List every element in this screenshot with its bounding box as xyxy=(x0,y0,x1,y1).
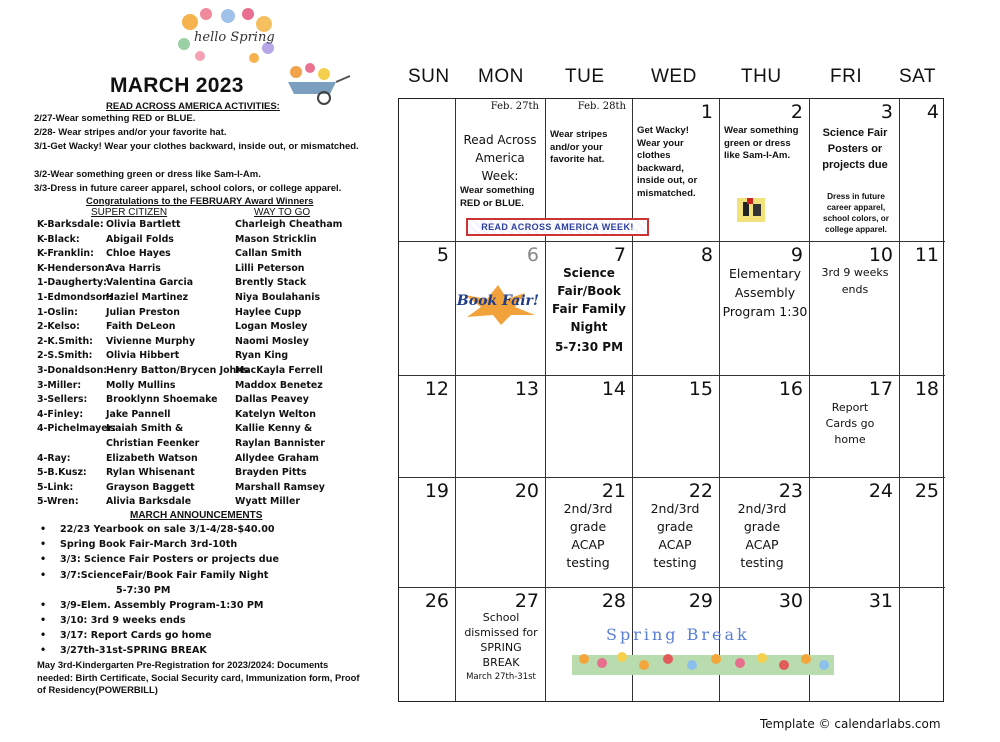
day-number: Feb. 27th xyxy=(490,101,539,112)
class-name: 3-Miller: xyxy=(37,379,82,391)
calendar-cell xyxy=(900,99,945,242)
way-to-go-name: Callan Smith xyxy=(235,248,302,260)
event-text: Report Cards go home xyxy=(825,401,875,446)
way-to-go-name: MacKayla Ferrell xyxy=(235,365,323,376)
activity-item: 2/27-Wear something RED or BLUE. xyxy=(34,113,196,124)
announcements-panel xyxy=(0,0,395,742)
class-name: 4-Finley: xyxy=(37,408,84,420)
award-row xyxy=(37,277,337,292)
award-row xyxy=(37,423,337,438)
announcement-item: 5-7:30 PM xyxy=(116,585,171,596)
day-number: 10 xyxy=(868,244,893,266)
calendar-cell xyxy=(399,99,456,242)
book-fair-clipart xyxy=(455,285,541,325)
way-to-go-name: Lilli Peterson xyxy=(235,262,305,274)
award-row xyxy=(37,248,337,263)
announcement-item: • 3/10: 3rd 9 weeks ends xyxy=(60,615,186,626)
day-number: 19 xyxy=(424,480,449,502)
way-to-go-name: Maddox Benetez xyxy=(235,379,323,391)
day-number: 16 xyxy=(778,378,803,400)
read-across-america-banner: READ ACROSS AMERICA WEEK! xyxy=(466,218,649,236)
super-citizen-name: Isaiah Smith & xyxy=(106,423,184,435)
super-citizen-name: Christian Feenker xyxy=(106,438,200,449)
way-to-go-name: Dallas Peavey xyxy=(235,394,309,406)
award-row xyxy=(37,482,337,497)
calendar-cell xyxy=(399,242,456,376)
event-text: Wear something green or dress like Sam-I-Am. xyxy=(724,125,799,161)
award-row xyxy=(37,234,337,249)
event-text: Get Wacky! Wear your clothes backward, inside out, or mismatched. xyxy=(637,125,698,199)
class-name: 2-K.Smith: xyxy=(37,335,93,347)
activity-item: 3/3-Dress in future career apparel, school colors, or college apparel. xyxy=(34,183,342,194)
pre-registration-note: May 3rd-Kindergarten Pre-Registration for 2023/2024: Documents needed: Birth Certificate, Social Security card, Immunization form, Proof of Residency(POWERBILL) xyxy=(37,659,360,695)
super-citizen-name: Vivienne Murphy xyxy=(106,335,196,347)
super-citizen-name: Julian Preston xyxy=(106,306,180,318)
calendar-cell xyxy=(399,478,456,588)
day-header-fri: FRI xyxy=(830,66,863,87)
event-text: 2nd/3rd grade ACAP testing xyxy=(737,501,787,570)
day-number: 23 xyxy=(778,480,803,502)
announcement-item: • 3/17: Report Cards go home xyxy=(60,630,212,641)
way-to-go-name: Brayden Pitts xyxy=(235,467,307,479)
super-citizen-name: Elizabeth Watson xyxy=(106,452,198,464)
way-to-go-header: WAY TO GO xyxy=(254,207,311,218)
award-row xyxy=(37,350,337,365)
super-citizen-header: SUPER CITIZEN xyxy=(91,207,168,218)
event-text: 2nd/3rd grade ACAP testing xyxy=(650,501,700,570)
super-citizen-name: Chloe Hayes xyxy=(106,248,171,260)
day-header-mon: MON xyxy=(478,66,524,87)
super-citizen-name: Henry Batton/Brycen Johns xyxy=(106,365,249,376)
event-text: Wear something RED or BLUE. xyxy=(460,185,535,209)
super-citizen-name: Abigail Folds xyxy=(106,233,174,245)
hello-spring-logo xyxy=(176,6,276,66)
event-text: Wear stripes and/or your favorite hat. xyxy=(550,129,608,165)
event-text: 5-7:30 PM xyxy=(554,340,624,354)
class-name: 4-Ray: xyxy=(37,452,71,464)
super-citizen-name: Haziel Martinez xyxy=(106,292,189,303)
class-name: 2-Kelso: xyxy=(37,321,80,333)
calendar-cell xyxy=(720,242,810,376)
class-name: 5-Wren: xyxy=(37,496,79,508)
calendar-cell xyxy=(456,376,546,478)
super-citizen-name: Olivia Bartlett xyxy=(106,219,181,230)
calendar-cell xyxy=(900,242,945,376)
spring-break-text: Spring Break xyxy=(606,625,750,644)
way-to-go-name: Kallie Kenny & xyxy=(235,423,313,435)
day-number: 21 xyxy=(601,480,626,502)
announcements-title: MARCH ANNOUNCEMENTS xyxy=(130,510,263,521)
calendar-cell xyxy=(810,242,900,376)
award-row xyxy=(37,409,337,424)
calendar-cell xyxy=(546,376,633,478)
super-citizen-name: Faith DeLeon xyxy=(106,321,176,333)
way-to-go-name: Naomi Mosley xyxy=(235,335,309,347)
calendar-cell xyxy=(810,99,900,242)
super-citizen-name: Brooklynn Shoemake xyxy=(106,394,218,406)
event-text: Science Fair Posters or projects due xyxy=(822,127,888,171)
calendar-cell xyxy=(720,376,810,478)
award-row xyxy=(37,321,337,336)
day-header-thu: THU xyxy=(741,66,782,87)
award-row xyxy=(37,394,337,409)
award-row xyxy=(37,438,337,453)
day-number: 28 xyxy=(601,590,626,612)
class-name: K-Black: xyxy=(37,233,80,245)
announcement-item: • Spring Book Fair-March 3rd-10th xyxy=(60,539,237,550)
day-number: 6 xyxy=(526,244,539,266)
day-number: 2 xyxy=(790,101,803,123)
logo-text: hello Spring xyxy=(194,30,275,45)
way-to-go-name: Allydee Graham xyxy=(235,452,319,464)
day-number: 17 xyxy=(868,378,893,400)
class-name: 5-B.Kusz: xyxy=(37,467,87,479)
day-header-sat: SAT xyxy=(899,66,937,87)
spring-break-banner xyxy=(572,625,834,681)
way-to-go-name: Wyatt Miller xyxy=(235,496,300,508)
cat-in-hat-clipart xyxy=(735,194,767,226)
way-to-go-name: Marshall Ramsey xyxy=(235,481,325,493)
day-number: 15 xyxy=(688,378,713,400)
way-to-go-name: Katelyn Welton xyxy=(235,408,316,420)
way-to-go-name: Mason Stricklin xyxy=(235,233,317,245)
day-number: 9 xyxy=(790,244,803,266)
announcement-item: • 3/27th-31st-SPRING BREAK xyxy=(60,645,207,656)
day-number: 13 xyxy=(514,378,539,400)
calendar-cell xyxy=(399,376,456,478)
activity-item: 3/1-Get Wacky! Wear your clothes backward, inside out, or mismatched. xyxy=(34,141,359,152)
class-name: 5-Link: xyxy=(37,481,74,493)
announcement-item: • 3/9-Elem. Assembly Program-1:30 PM xyxy=(60,600,263,611)
calendar-grid xyxy=(398,98,944,702)
calendar-cell xyxy=(900,478,945,588)
day-number: 29 xyxy=(688,590,713,612)
day-number: 4 xyxy=(926,101,939,123)
award-row xyxy=(37,336,337,351)
calendar-cell xyxy=(633,478,720,588)
class-name: 1-Edmondson: xyxy=(37,292,113,303)
award-row xyxy=(37,263,337,278)
class-name: K-Franklin: xyxy=(37,248,94,260)
event-text: March 27th-31st xyxy=(466,672,536,682)
activity-item: 2/28- Wear stripes and/or your favorite hat. xyxy=(34,127,227,138)
calendar-cell xyxy=(633,376,720,478)
calendar-cell xyxy=(900,376,945,478)
day-number: 30 xyxy=(778,590,803,612)
award-row xyxy=(37,467,337,482)
day-header-sun: SUN xyxy=(408,66,450,87)
day-number: 1 xyxy=(700,101,713,123)
calendar-cell xyxy=(810,478,900,588)
way-to-go-name: Logan Mosley xyxy=(235,321,308,333)
class-name: K-Henderson: xyxy=(37,262,109,274)
class-name: K-Barksdale: xyxy=(37,219,104,230)
day-number: 22 xyxy=(688,480,713,502)
award-row xyxy=(37,380,337,395)
class-name: 4-Pichelmayer: xyxy=(37,423,116,435)
announcement-item: • 22/23 Yearbook on sale 3/1-4/28-$40.00 xyxy=(60,524,275,535)
event-text: Science Fair/Book Fair Family Night xyxy=(552,266,626,334)
day-number: 14 xyxy=(601,378,626,400)
way-to-go-name: Ryan King xyxy=(235,350,289,362)
super-citizen-name: Valentina Garcia xyxy=(106,277,194,289)
day-number: 20 xyxy=(514,480,539,502)
award-row xyxy=(37,307,337,322)
day-number: Feb. 28th xyxy=(577,101,626,112)
day-number: 3 xyxy=(880,101,893,123)
event-text: School dismissed for SPRING BREAK xyxy=(464,611,538,669)
super-citizen-name: Rylan Whisenant xyxy=(106,467,195,479)
announcement-item: • 3/7:ScienceFair/Book Fair Family Night xyxy=(60,570,268,581)
super-citizen-name: Ava Harris xyxy=(106,262,161,274)
book-fair-text: Book Fair! xyxy=(456,293,540,309)
event-text: Dress in future career apparel, school colors, or college apparel. xyxy=(823,192,889,234)
day-number: 18 xyxy=(914,378,939,400)
class-name: 3-Sellers: xyxy=(37,394,88,406)
calendar-cell xyxy=(720,478,810,588)
calendar-cell xyxy=(546,478,633,588)
class-name: 1-Daugherty: xyxy=(37,277,107,289)
day-number: 25 xyxy=(914,480,939,502)
day-number: 31 xyxy=(868,590,893,612)
template-credit: Template © calendarlabs.com xyxy=(760,717,941,731)
calendar-cell xyxy=(456,588,546,701)
way-to-go-name: Niya Boulahanis xyxy=(235,292,321,303)
class-name: 3-Donaldson: xyxy=(37,365,108,376)
calendar-cell xyxy=(456,478,546,588)
awards-title: Congratulations to the FEBRUARY Award Winners xyxy=(86,196,314,207)
super-citizen-name: Grayson Baggett xyxy=(106,481,195,493)
class-name: 2-S.Smith: xyxy=(37,350,93,362)
award-row xyxy=(37,365,337,380)
class-name: 1-Oslin: xyxy=(37,306,78,318)
way-to-go-name: Raylan Bannister xyxy=(235,438,325,449)
super-citizen-name: Alivia Barksdale xyxy=(106,496,192,508)
day-number: 7 xyxy=(613,244,626,266)
award-row xyxy=(37,219,343,234)
event-text: 2nd/3rd grade ACAP testing xyxy=(563,501,613,570)
month-title: MARCH 2023 xyxy=(110,74,244,97)
day-number: 11 xyxy=(914,244,939,266)
activity-item: 3/2-Wear something green or dress like Sam-I-Am. xyxy=(34,169,261,180)
calendar-cell xyxy=(900,588,945,701)
event-text: Read Across America Week: xyxy=(463,133,537,183)
way-to-go-name: Haylee Cupp xyxy=(235,306,302,318)
award-row xyxy=(37,453,337,468)
award-row xyxy=(37,496,337,511)
day-number: 8 xyxy=(700,244,713,266)
way-to-go-name: Charleigh Cheatham xyxy=(235,219,343,230)
day-number: 26 xyxy=(424,590,449,612)
day-number: 27 xyxy=(514,590,539,612)
award-row xyxy=(37,292,337,307)
super-citizen-name: Molly Mullins xyxy=(106,379,176,391)
calendar-cell xyxy=(633,242,720,376)
super-citizen-name: Olivia Hibbert xyxy=(106,350,180,362)
day-header-wed: WED xyxy=(651,66,697,87)
announcement-item: • 3/3: Science Fair Posters or projects due xyxy=(60,554,279,565)
calendar-cell xyxy=(810,376,900,478)
way-to-go-name: Brently Stack xyxy=(235,277,307,289)
calendar-cell xyxy=(546,242,633,376)
activities-title: READ ACROSS AMERICA ACTIVITIES: xyxy=(106,101,280,112)
day-number: 12 xyxy=(424,378,449,400)
event-text: 3rd 9 weeks ends xyxy=(821,266,889,296)
day-header-tue: TUE xyxy=(565,66,605,87)
wheelbarrow-clipart xyxy=(284,62,356,106)
calendar-cell xyxy=(399,588,456,701)
event-text: Elementary Assembly Program 1:30 xyxy=(722,266,808,319)
day-number: 5 xyxy=(436,244,449,266)
super-citizen-name: Jake Pannell xyxy=(106,408,171,420)
day-number: 24 xyxy=(868,480,893,502)
